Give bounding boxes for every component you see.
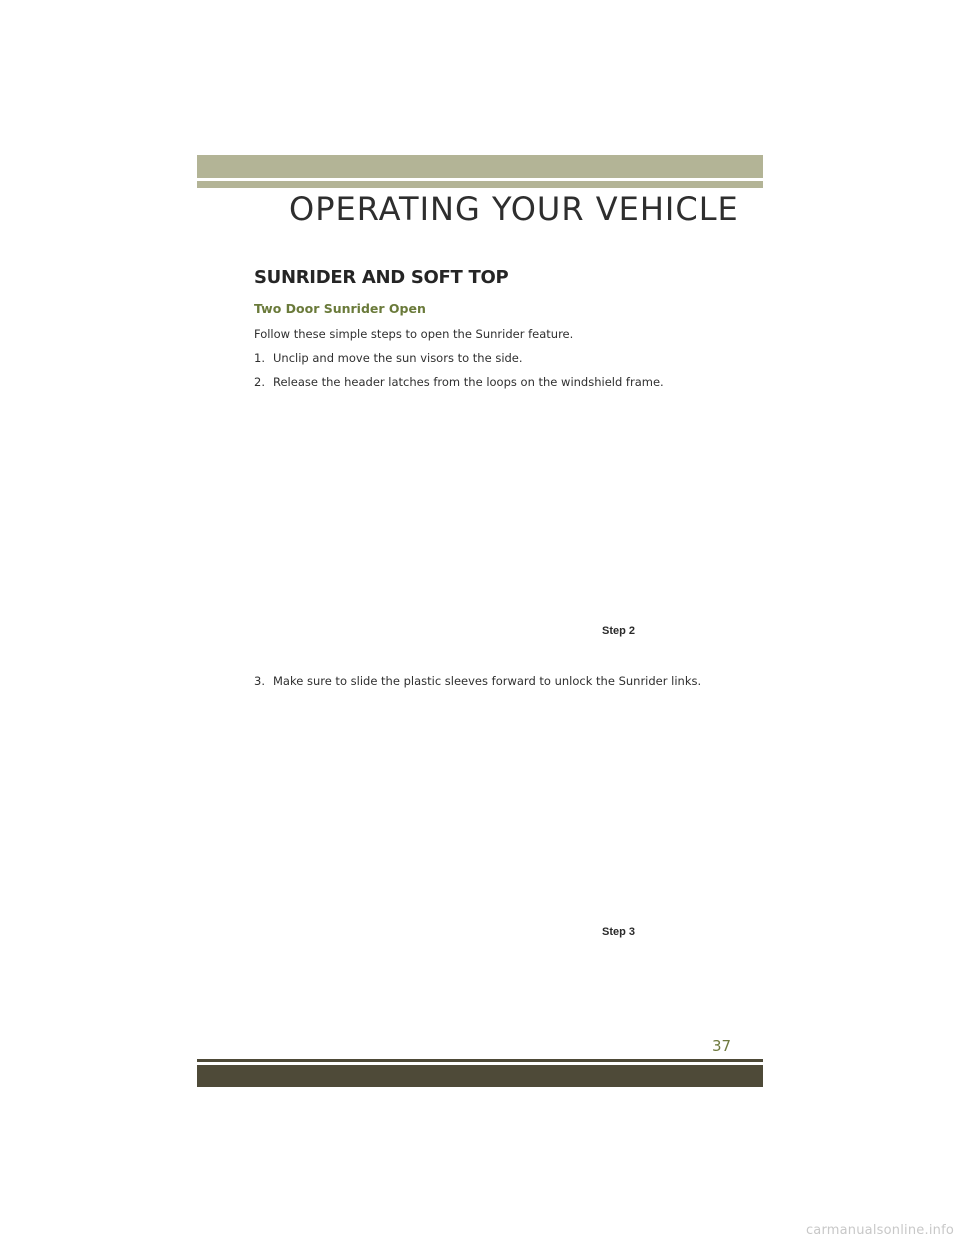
step-3 bbox=[254, 674, 701, 688]
header-color-band bbox=[197, 155, 763, 178]
figure-caption-step-3: Step 3 bbox=[602, 926, 636, 938]
subsection-title: Two Door Sunrider Open bbox=[254, 301, 426, 316]
step-1 bbox=[254, 351, 523, 365]
page-number: 37 bbox=[712, 1037, 732, 1055]
step-text: Release the header latches from the loops on the windshield frame. bbox=[273, 375, 664, 389]
step-2-illustration bbox=[254, 398, 644, 620]
step-text: Make sure to slide the plastic sleeves forward to unlock the Sunrider links. bbox=[273, 674, 702, 688]
step-number: 3. bbox=[254, 674, 265, 688]
step-2 bbox=[254, 375, 664, 389]
footer-color-band bbox=[197, 1065, 763, 1087]
page-title: SUNRIDER AND SOFT TOP bbox=[254, 267, 509, 288]
intro-paragraph: Follow these simple steps to open the Sunrider feature. bbox=[254, 327, 574, 341]
step-3-illustration bbox=[254, 698, 644, 920]
step-number: 1. bbox=[254, 351, 265, 365]
footer-rule bbox=[197, 1059, 763, 1062]
figure-caption-step-2: Step 2 bbox=[602, 625, 636, 637]
step-text: Unclip and move the sun visors to the side. bbox=[273, 351, 523, 365]
watermark: carmanualsonline.info bbox=[805, 1223, 954, 1238]
header-rule bbox=[197, 181, 763, 188]
section-header: OPERATING YOUR VEHICLE bbox=[289, 190, 739, 228]
step-number: 2. bbox=[254, 375, 265, 389]
